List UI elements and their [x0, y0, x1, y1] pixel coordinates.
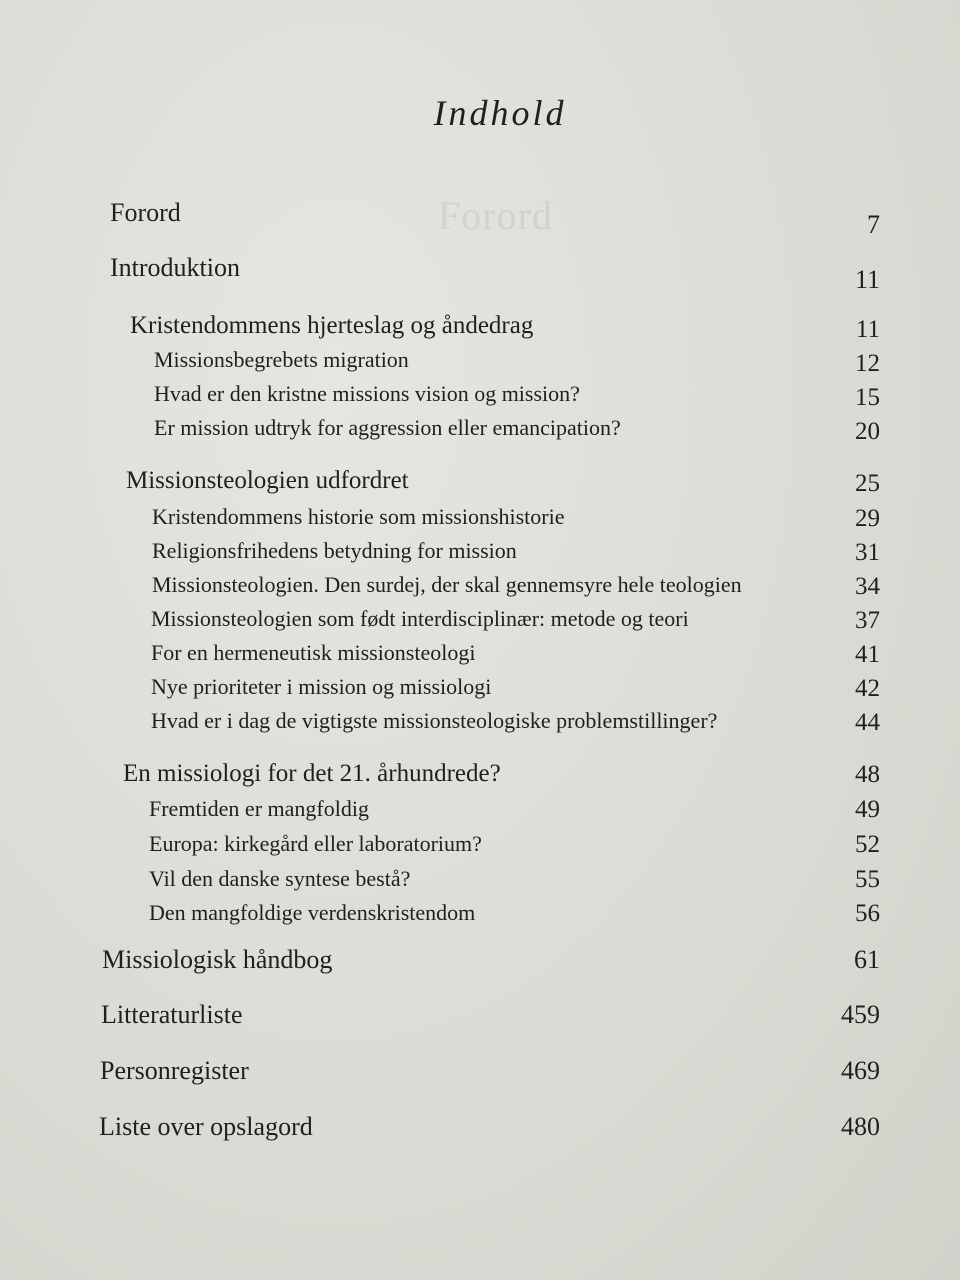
toc-label: Vil den danske syntese bestå?: [149, 866, 411, 891]
toc-page-number: 44: [855, 709, 880, 736]
toc-subsection: [0, 708, 960, 748]
toc-page-number: 20: [855, 418, 880, 445]
toc-label: Liste over opslagord: [99, 1112, 313, 1141]
toc-page-number: 480: [841, 1112, 880, 1141]
toc-page-number: 31: [855, 539, 880, 566]
toc-entry-litteraturliste: [0, 1000, 960, 1040]
toc-label: Litteraturliste: [101, 1000, 243, 1029]
toc-page-number: 52: [855, 831, 880, 858]
toc-page-number: 7: [867, 210, 880, 239]
toc-entry-handbog: [0, 945, 960, 985]
toc-label: For en hermeneutisk missionsteologi: [151, 640, 476, 665]
toc-label: Fremtiden er mangfoldig: [149, 796, 369, 821]
toc-section: [0, 760, 960, 800]
toc-label: Missionsteologien. Den surdej, der skal gennemsyre hele teologien: [152, 572, 742, 597]
toc-label: En missiologi for det 21. århundrede?: [123, 760, 501, 787]
toc-label: Nye prioriteter i mission og missiologi: [151, 674, 492, 699]
toc-page-number: 48: [855, 761, 880, 788]
toc-entry-forord: [0, 198, 960, 238]
toc-entry-personregister: [0, 1056, 960, 1096]
toc-label: Missionsteologien udfordret: [126, 467, 409, 494]
toc-label: Missionsbegrebets migration: [154, 347, 409, 372]
page-title: Indhold: [433, 93, 567, 133]
toc-page-number: 37: [855, 607, 880, 634]
toc-label: Missiologisk håndbog: [102, 945, 333, 974]
toc-subsection: [0, 415, 960, 455]
toc-subsection: [0, 900, 960, 940]
toc-label: Hvad er den kristne missions vision og mission?: [154, 381, 580, 406]
toc-page-number: 25: [855, 470, 880, 497]
toc-label: Kristendommens historie som missionshistorie: [152, 504, 565, 529]
toc-label: Er mission udtryk for aggression eller emancipation?: [154, 415, 621, 440]
toc-page-number: 15: [855, 384, 880, 411]
toc-page-number: 56: [855, 900, 880, 927]
toc-page-number: 61: [854, 945, 880, 974]
toc-label: Den mangfoldige verdenskristendom: [149, 900, 476, 925]
toc-page-number: 11: [855, 316, 880, 343]
toc-page-number: 11: [854, 265, 880, 294]
toc-page-number: 41: [855, 641, 880, 668]
toc-entry-opslagord: [0, 1112, 960, 1152]
toc-page-number: 34: [855, 573, 880, 600]
toc-label: Personregister: [100, 1056, 249, 1085]
toc-label: Hvad er i dag de vigtigste missionsteologiske problemstillinger?: [151, 708, 718, 733]
toc-page-number: 55: [855, 866, 880, 893]
toc-label: Europa: kirkegård eller laboratorium?: [149, 831, 482, 856]
toc-section: [0, 312, 960, 352]
toc-section: [0, 467, 960, 507]
toc-page-number: 469: [841, 1056, 880, 1085]
toc-subsection: [0, 831, 960, 871]
toc-page-number: 29: [855, 505, 880, 532]
toc-label: Kristendommens hjerteslag og åndedrag: [130, 312, 534, 339]
toc-label: Introduktion: [110, 253, 240, 282]
toc-label: Forord: [110, 198, 181, 227]
toc-label: Religionsfrihedens betydning for mission: [152, 538, 517, 563]
toc-page-number: 49: [855, 796, 880, 823]
toc-entry-introduktion: [0, 253, 960, 293]
toc-page-number: 459: [841, 1000, 880, 1029]
toc-page-number: 42: [855, 675, 880, 702]
toc-label: Missionsteologien som født interdisciplinær: metode og teori: [151, 606, 689, 631]
toc-page-number: 12: [855, 350, 880, 377]
show-through-text: Forord: [438, 193, 553, 238]
toc-subsection: [0, 796, 960, 836]
